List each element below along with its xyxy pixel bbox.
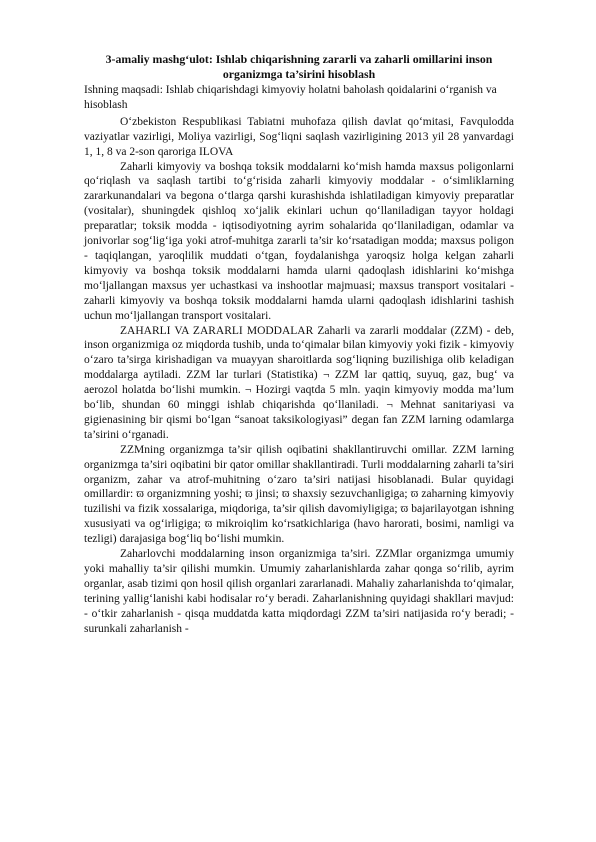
document-page	[84, 52, 514, 637]
document-title: 3-amaliy mashg‘ulot: Ishlab chiqarishning zararli va zaharli omillarini inson organizmga ta’sirini hisoblash	[105, 52, 493, 81]
paragraph-effects-on-body: Zaharlovchi moddalarning inson organizmiga ta’siri. ZZMlar organizmga umumiy yoki mahalliy ta’sir qilishi mumkin. Umumiy zaharlanishlarda zahar qonga so‘rilib, ayrim organlar, asab tizimi qon hosil qilish organlari zararlanadi. Mahaliy zaharlanishda to‘qimalar, terining yallig‘lanishi kabi hodisalar ro‘y beradi. Zaharlanishning quyidagi shakllari mavjud: - o‘tkir zaharlanish - qisqa muddatda katta miqdordagi ZZM ta’siri natijasida ro‘y beradi; -surunkali zaharlanish -	[84, 548, 514, 635]
paragraph-influencing-factors: ZZMning organizmga ta’sir qilish oqibatini shakllantiruvchi omillar. ZZM larning organizmga ta’siri oqibatini bir qator omillar shakllantiradi. Turli moddalarning zaharli ta’siri organizm, zahar va atrof-muhitning o‘zaro ta’siri natijasi hisoblanadi. Bular quyidagi omillardir: ϖ organizmning yoshi; ϖ jinsi; ϖ shaxsiy sezuvchanligiga; ϖ zaharning kimyoviy tuzilishi va fizik xossalariga, miqdoriga, ta’sir qilish davomiyligiga; ϖ bajarilayotgan ishning xususiyati va og‘irligiga; ϖ mikroiqlim ko‘rsatkichlariga (havo harorati, bosimi, namligi va tezligi) darajasiga bog‘liq bo‘lishi mumkin.	[84, 443, 514, 546]
purpose-statement: Ishning maqsadi: Ishlab chiqarishdagi kimyoviy holatni baholash qoidalarini o‘rganish va hisoblash	[84, 84, 497, 111]
paragraph-decree: O‘zbekiston Respublikasi Tabiatni muhofaza qilish davlat qo‘mitasi, Favqulodda vaziyatlar vazirligi, Moliya vazirligi, Sog‘liqni saqlash vazirligining 2013 yil 28 yanvardagi 1, 1, 8 va 2-son qaroriga ILOVA	[84, 115, 514, 158]
paragraph-harmful-substances: ZAHARLI VA ZARARLI MODDALAR Zaharli va zararli moddalar (ZZM) - deb, inson organizmiga oz miqdorda tushib, unda to‘qimalar bilan kimyoviy yoki fizik - kimyoviy o‘zaro ta’sirga kirishadigan va muayyan sharoitlarda sog‘liqning buzilishiga olib keladigan moddalarga aytiladi. ZZM lar turlari (Statistika) ¬ ZZM lar qattiq, suyuq, gaz, bug‘ va aerozol holatda bo‘lishi mumkin. ¬ Hozirgi vaqtda 5 mln. yaqin kimyoviy modda ma’lum bo‘lib, shundan 60 minggi ishlab chiqarishda qo‘llaniladi. ¬ Mehnat sanitariyasi va gigienasining bir qismi bo‘lgan “sanoat taksikologiyasi” degan fan ZZM larning odamlarga ta’sirini o‘rganadi.	[84, 324, 514, 441]
paragraph-toxic-substances-order: Zaharli kimyoviy va boshqa toksik moddalarni ko‘mish hamda maxsus poligonlarni qo‘riqlash va saqlash tartibi to‘g‘risida zaharli kimyoviy moddalar - o‘simliklarning zararkunandalari va begona o‘tlarga qarshi kurashishda ishlatiladigan kimyoviy preparatlar (vositalar), shuningdek qishloq xo‘jalik ekinlari uchun qo‘llaniladigan tayyor holdagi preparatlar; toksik modda - iqtisodiyotning ayrim sohalarida qo‘llaniladigan, odamlar va jonivorlar sog‘lig‘iga yoki atrof-muhitga zararli ta’sir ko‘rsatadigan modda; maxsus poligon - taqiqlangan, yaroqlilik muddati o‘tgan, foydalanishga yaroqsiz holga kelgan zaharli kimyoviy va boshqa toksik moddalarni hamda ularni qadoqlash idishlarini ko‘mishga mo‘ljallangan maxsus yer uchastkasi va inshootlar majmuasi; maxsus transport vositalari - zaharli kimyoviy va boshqa toksik moddalarni hamda ularni qadoqlash idishlarini tashish uchun mo‘ljallangan transport vositalari.	[84, 160, 514, 322]
